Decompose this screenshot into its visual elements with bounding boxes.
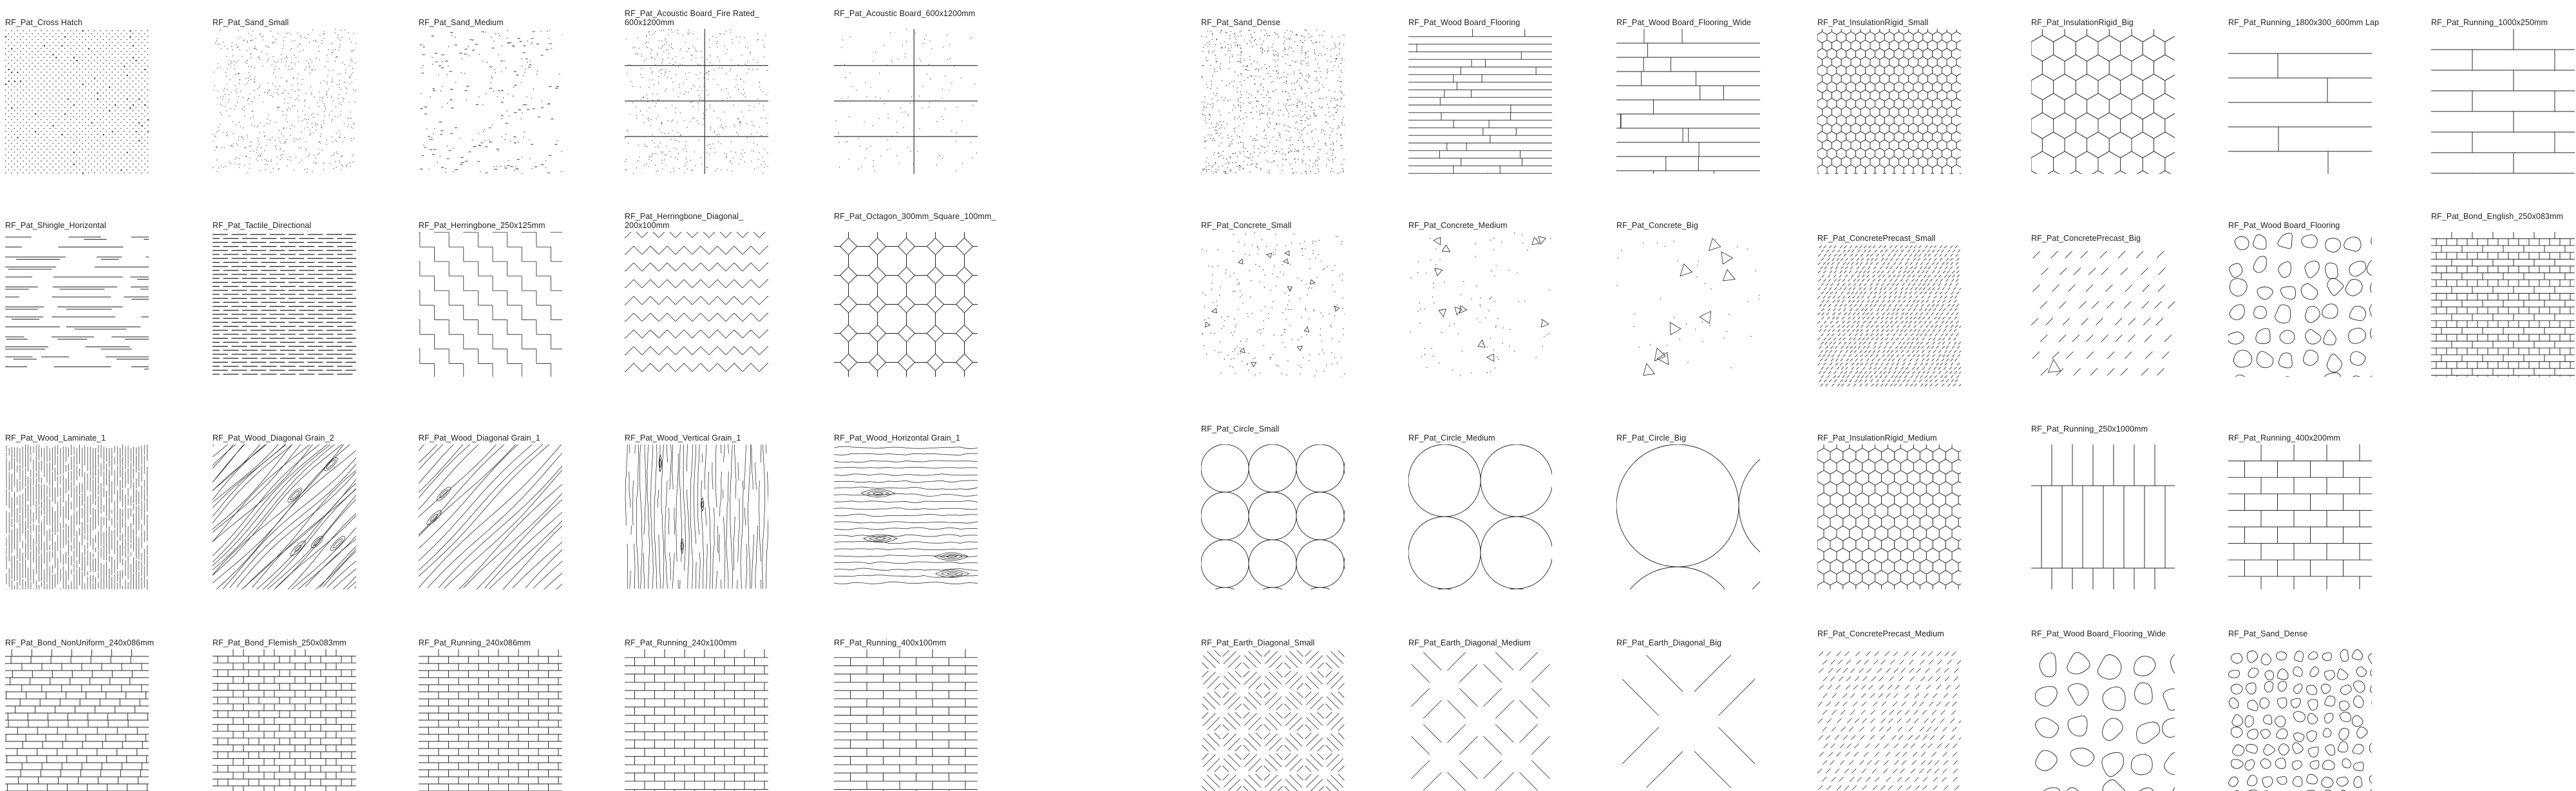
pattern-label [5, 0, 82, 27]
pattern-label-line: RF_Pat_Running_240x100mm [625, 638, 737, 647]
pattern-label-line: RF_Pat_Tactile_Directional [213, 220, 312, 230]
pattern-label [5, 415, 106, 443]
pattern-swatch-woodhoriz [834, 444, 978, 589]
pattern-swatch-earth [1616, 649, 1760, 791]
pattern-swatch-bond [2228, 29, 2372, 174]
pattern-label-line: RF_Pat_Wood_Laminate_1 [5, 433, 106, 443]
pattern-label-line: RF_Pat_Acoustic Board_600x1200mm [834, 9, 976, 18]
pattern-label [2031, 216, 2141, 243]
pattern-label-line: RF_Pat_Running_250x1000mm [2031, 424, 2148, 434]
pattern-swatch-herringbone [419, 232, 562, 377]
pattern-cell [1201, 620, 1345, 791]
pattern-label-line: RF_Pat_Wood_Vertical Grain_1 [625, 433, 741, 443]
pattern-swatch-wooddiag [419, 444, 562, 589]
pattern-label [419, 415, 540, 443]
pattern-label-line: RF_Pat_ConcretePrecast_Big [2031, 233, 2141, 243]
pattern-cell [1201, 415, 1345, 591]
pattern-label [1201, 0, 1280, 27]
pattern-label [213, 415, 334, 443]
pattern-label-line: RF_Pat_Bond_NonUniform_240x086mm [5, 638, 155, 647]
pattern-swatch-concrete [1408, 232, 1552, 377]
pattern-label-line: RF_Pat_Bond_Flemish_250x083mm [213, 638, 346, 647]
pattern-label [834, 415, 960, 443]
pattern-cell [625, 415, 768, 591]
pattern-label-line: RF_Pat_Bond_English_250x083mm [2431, 212, 2564, 221]
pattern-label [5, 620, 154, 647]
pattern-cell [419, 203, 562, 378]
pattern-label [1817, 216, 1935, 243]
pattern-label [1201, 620, 1314, 647]
pattern-swatch-concrete [1616, 232, 1760, 377]
pattern-label-line: RF_Pat_InsulationRigid_Big [2031, 17, 2134, 27]
pattern-swatch-circles [1408, 444, 1552, 589]
pattern-label-line: RF_Pat_Concrete_Big [1616, 220, 1698, 230]
pattern-cell [834, 620, 978, 791]
pattern-cell [1817, 216, 1961, 391]
pattern-cell [1616, 620, 1760, 791]
pattern-cell [5, 0, 149, 175]
pattern-cell [5, 415, 149, 591]
pattern-swatch-tactile [213, 232, 356, 377]
pattern-label-line [2031, 639, 2166, 648]
pattern-cell [419, 0, 562, 175]
pattern-cell [1817, 620, 1961, 791]
pattern-cell [1616, 415, 1760, 591]
pattern-label [1616, 415, 1686, 443]
pattern-label [625, 415, 741, 443]
pattern-cell [213, 620, 356, 791]
pattern-label [5, 203, 106, 230]
pattern-label-line: RF_Pat_Running_400x200mm [2228, 433, 2341, 443]
pattern-label [2031, 0, 2134, 27]
pattern-label-line [2031, 434, 2148, 443]
pattern-label-line [834, 19, 975, 28]
pattern-label-line: RF_Pat_Running_1800x300_600mm Lap [2228, 17, 2380, 27]
pattern-label-line: RF_Pat_Herringbone_Diagonal_ [625, 212, 744, 221]
pattern-cell [834, 415, 978, 591]
pattern-label [625, 620, 737, 647]
pattern-cell [834, 0, 978, 175]
pattern-label [213, 203, 311, 230]
pattern-swatch-precast [2031, 245, 2175, 390]
pattern-swatch-cobbles [2228, 232, 2372, 377]
pattern-swatch-laminate [5, 444, 149, 589]
pattern-label-line: RF_Pat_ConcretePrecast_Medium [1817, 629, 1944, 638]
pattern-label [625, 0, 759, 27]
pattern-label-line: RF_Pat_Acoustic Board_Fire Rated_ [625, 9, 759, 18]
pattern-label-line: RF_Pat_InsulationRigid_Medium [1817, 433, 1937, 443]
pattern-label [2031, 415, 2148, 443]
pattern-cell [625, 0, 768, 175]
pattern-label-line: RF_Pat_Wood_Horizontal Grain_1 [834, 433, 960, 443]
pattern-swatch-bond [834, 649, 978, 791]
pattern-label [213, 620, 346, 647]
pattern-label [1817, 415, 1937, 443]
pattern-label-line: RF_Pat_Sand_Dense [1201, 17, 1281, 27]
pattern-label-line: RF_Pat_Octagon_300mm_Square_100mm_ [834, 212, 996, 221]
pattern-label-line [834, 222, 996, 231]
pattern-cell [2431, 203, 2575, 378]
pattern-label-line: RF_Pat_Running_400x100mm [834, 638, 947, 647]
pattern-label-line: RF_Pat_Cross Hatch [5, 17, 82, 27]
pattern-swatch-sand [1201, 29, 1345, 174]
pattern-cell [2031, 415, 2175, 591]
pattern-label-line [2431, 222, 2563, 231]
pattern-label [1201, 415, 1279, 443]
pattern-cell [213, 203, 356, 378]
pattern-label-line: RF_Pat_Sand_Medium [419, 17, 504, 27]
pattern-swatch-honeycomb [1817, 29, 1961, 174]
pattern-swatch-earth [1408, 649, 1552, 791]
pattern-cell [1817, 0, 1961, 175]
pattern-swatch-bond [2031, 444, 2175, 589]
pattern-label-line: RF_Pat_Wood Board_Flooring_Wide [1616, 17, 1752, 27]
pattern-cell [2031, 216, 2175, 391]
pattern-swatch-wooddiag [213, 444, 356, 589]
pattern-label-line: RF_Pat_Shingle_Horizontal [5, 220, 106, 230]
pattern-swatch-concrete [1201, 232, 1345, 377]
pattern-label [419, 203, 545, 230]
pattern-label [1201, 203, 1291, 230]
pattern-swatch-cobbles [2228, 649, 2372, 791]
pattern-label-line: RF_Pat_InsulationRigid_Small [1817, 17, 1929, 27]
pattern-label-line: RF_Pat_Wood Board_Flooring [1408, 17, 1520, 27]
pattern-label [1817, 620, 1944, 647]
pattern-swatch-honeycomb [2031, 29, 2175, 174]
pattern-swatch-bond [5, 649, 149, 791]
pattern-label [419, 0, 504, 27]
pattern-swatch-octagon [834, 232, 978, 377]
pattern-cell [625, 203, 768, 378]
pattern-label [834, 620, 946, 647]
pattern-label-line: RF_Pat_Earth_Diagonal_Big [1616, 638, 1722, 647]
pattern-cell [625, 620, 768, 791]
pattern-cell [2228, 415, 2372, 591]
pattern-swatch-bond [2431, 232, 2575, 377]
pattern-label-line: RF_Pat_Herringbone_250x125mm [419, 220, 545, 230]
pattern-swatch-precast [1817, 649, 1961, 791]
pattern-label [2031, 620, 2166, 647]
pattern-swatch-woodvert [625, 444, 768, 589]
pattern-cell [2031, 620, 2175, 791]
pattern-label-line: RF_Pat_Sand_Dense [2228, 629, 2308, 638]
pattern-label-line: RF_Pat_Circle_Big [1616, 433, 1686, 443]
pattern-cell [1616, 203, 1760, 378]
pattern-label-line: RF_Pat_Sand_Small [213, 17, 289, 27]
pattern-cell [1408, 620, 1552, 791]
pattern-swatch-shingle [5, 232, 149, 377]
pattern-swatch-bond [2228, 444, 2372, 589]
pattern-cell [419, 620, 562, 791]
pattern-cell [5, 620, 155, 791]
pattern-label [834, 0, 975, 27]
pattern-swatch-boards [1408, 29, 1552, 174]
pattern-cell [1616, 0, 1760, 175]
pattern-label-line: 600x1200mm [625, 17, 674, 27]
pattern-swatch-honeycomb [1817, 444, 1961, 589]
pattern-swatch-precast [1817, 245, 1961, 390]
pattern-cell [1408, 415, 1552, 591]
pattern-label-line: RF_Pat_Circle_Medium [1408, 433, 1495, 443]
pattern-label-line: RF_Pat_Earth_Diagonal_Small [1201, 638, 1315, 647]
pattern-cell [834, 203, 996, 378]
pattern-swatch-herringbone [625, 232, 768, 377]
pattern-label-line: RF_Pat_Concrete_Small [1201, 220, 1292, 230]
pattern-swatch-earth [1201, 649, 1345, 791]
pattern-swatch-boards [1616, 29, 1760, 174]
pattern-cell [1817, 415, 1961, 591]
pattern-swatch-bond [625, 649, 768, 791]
pattern-swatch-sand [419, 29, 562, 174]
pattern-cell [2031, 0, 2175, 175]
pattern-label-line [2228, 639, 2307, 648]
pattern-cell [1201, 0, 1345, 175]
pattern-swatch-cobbles [2031, 649, 2175, 791]
pattern-label [2431, 0, 2548, 27]
pattern-swatch-circles [1201, 444, 1345, 589]
pattern-label [1616, 0, 1751, 27]
pattern-swatch-acoustic [834, 29, 978, 174]
pattern-label-line: RF_Pat_Earth_Diagonal_Medium [1408, 638, 1531, 647]
pattern-label [1408, 620, 1531, 647]
pattern-cell [1201, 203, 1345, 378]
pattern-label-line: RF_Pat_Wood Board_Flooring_Wide [2031, 629, 2166, 638]
pattern-cell [213, 0, 356, 175]
pattern-label [213, 0, 289, 27]
pattern-swatch-bond [2431, 29, 2575, 174]
pattern-label-line: RF_Pat_Running_1000x250mm [2431, 17, 2548, 27]
pattern-label [834, 203, 996, 230]
pattern-swatch-crossdots [5, 29, 149, 174]
pattern-label [2228, 203, 2340, 230]
pattern-cell [213, 415, 356, 591]
pattern-label [1616, 203, 1698, 230]
pattern-label [2228, 415, 2340, 443]
pattern-label-line: RF_Pat_Running_240x086mm [419, 638, 531, 647]
pattern-label-line: RF_Pat_Wood_Diagonal Grain_1 [419, 433, 540, 443]
pattern-label-line [1817, 639, 1944, 648]
pattern-label-line: RF_Pat_ConcretePrecast_Small [1817, 233, 1936, 243]
pattern-label [1616, 620, 1721, 647]
pattern-cell [2431, 0, 2575, 175]
pattern-label-line: RF_Pat_Circle_Small [1201, 424, 1280, 434]
pattern-swatch-acoustic [625, 29, 768, 174]
pattern-label [1408, 203, 1508, 230]
pattern-swatch-sand [213, 29, 356, 174]
pattern-label [2228, 0, 2379, 27]
pattern-label [1817, 0, 1928, 27]
pattern-label [2431, 203, 2563, 230]
pattern-cell [5, 203, 149, 378]
pattern-cell [1408, 0, 1552, 175]
pattern-label [2228, 620, 2307, 647]
pattern-cell [2228, 203, 2372, 378]
pattern-label-line: 200x100mm [625, 220, 670, 230]
pattern-label-line: RF_Pat_Concrete_Medium [1408, 220, 1508, 230]
pattern-label-line: RF_Pat_Wood_Diagonal Grain_2 [213, 433, 334, 443]
pattern-swatch-bond [213, 649, 356, 791]
pattern-label-line [1201, 434, 1279, 443]
pattern-swatch-circles [1616, 444, 1760, 589]
pattern-label [625, 203, 743, 230]
pattern-label-line: RF_Pat_Wood Board_Flooring [2228, 220, 2340, 230]
pattern-label [419, 620, 531, 647]
pattern-swatch-bond [419, 649, 562, 791]
pattern-cell [2228, 620, 2372, 791]
pattern-label [1408, 415, 1495, 443]
pattern-cell [419, 415, 562, 591]
pattern-label [1408, 0, 1520, 27]
pattern-cell [1408, 203, 1552, 378]
pattern-cell [2228, 0, 2380, 175]
